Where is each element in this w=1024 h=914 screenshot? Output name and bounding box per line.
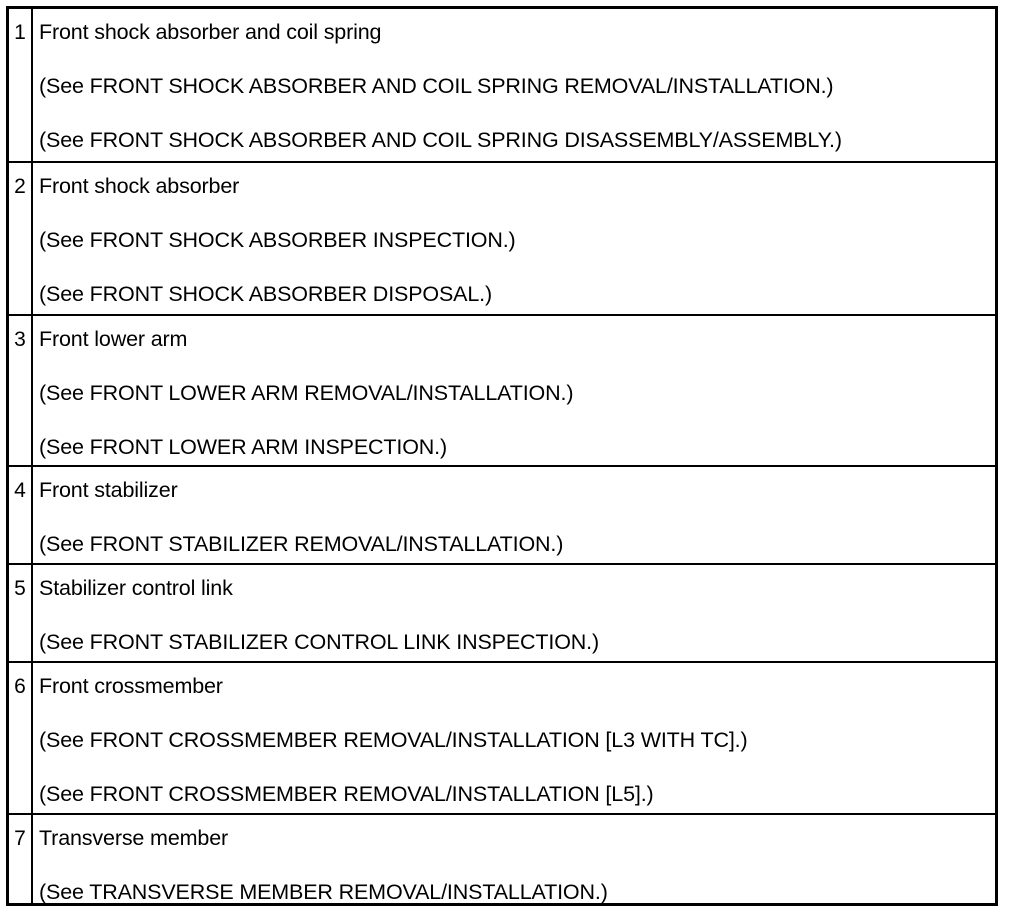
item-number: 1 — [9, 9, 33, 161]
item-content — [33, 467, 995, 563]
item-number: 6 — [9, 663, 33, 813]
reference-link[interactable]: (See TRANSVERSE MEMBER REMOVAL/INSTALLATION.) — [39, 880, 608, 904]
reference-link[interactable]: (See FRONT SHOCK ABSORBER INSPECTION.) — [39, 227, 516, 252]
item-title: Front shock absorber — [39, 173, 240, 198]
item-content — [33, 663, 995, 813]
item-content — [33, 316, 995, 466]
reference-link[interactable]: (See FRONT LOWER ARM REMOVAL/INSTALLATION.) — [39, 380, 574, 405]
table-row — [9, 9, 995, 161]
reference-link[interactable]: (See FRONT SHOCK ABSORBER DISPOSAL.) — [39, 281, 492, 306]
item-number: 4 — [9, 467, 33, 563]
item-number: 2 — [9, 163, 33, 314]
item-content — [33, 565, 995, 661]
table-row — [9, 465, 995, 563]
table-row — [9, 661, 995, 813]
table-row — [9, 813, 995, 903]
parts-table — [6, 6, 998, 906]
item-title: Stabilizer control link — [39, 576, 233, 601]
table-row — [9, 161, 995, 314]
item-title: Transverse member — [39, 826, 229, 850]
item-number: 5 — [9, 565, 33, 661]
reference-link[interactable]: (See FRONT CROSSMEMBER REMOVAL/INSTALLATION [L3 WITH TC].) — [39, 728, 748, 753]
item-title: Front crossmember — [39, 674, 223, 699]
reference-link[interactable]: (See FRONT STABILIZER REMOVAL/INSTALLATION.) — [39, 532, 564, 557]
reference-link[interactable]: (See FRONT SHOCK ABSORBER AND COIL SPRING DISASSEMBLY/ASSEMBLY.) — [39, 128, 842, 152]
item-content — [33, 815, 995, 903]
item-content — [33, 9, 995, 161]
item-title: Front shock absorber and coil spring — [39, 20, 382, 44]
reference-link[interactable]: (See FRONT SHOCK ABSORBER AND COIL SPRING REMOVAL/INSTALLATION.) — [39, 74, 834, 98]
item-number: 3 — [9, 316, 33, 466]
reference-link[interactable]: (See FRONT LOWER ARM INSPECTION.) — [39, 434, 447, 459]
table-row — [9, 314, 995, 466]
item-title: Front stabilizer — [39, 478, 178, 503]
reference-link[interactable]: (See FRONT CROSSMEMBER REMOVAL/INSTALLATION [L5].) — [39, 782, 654, 807]
item-number: 7 — [9, 815, 33, 903]
item-content — [33, 163, 995, 314]
table-row — [9, 563, 995, 661]
reference-link[interactable]: (See FRONT STABILIZER CONTROL LINK INSPECTION.) — [39, 630, 600, 655]
item-title: Front lower arm — [39, 326, 188, 351]
